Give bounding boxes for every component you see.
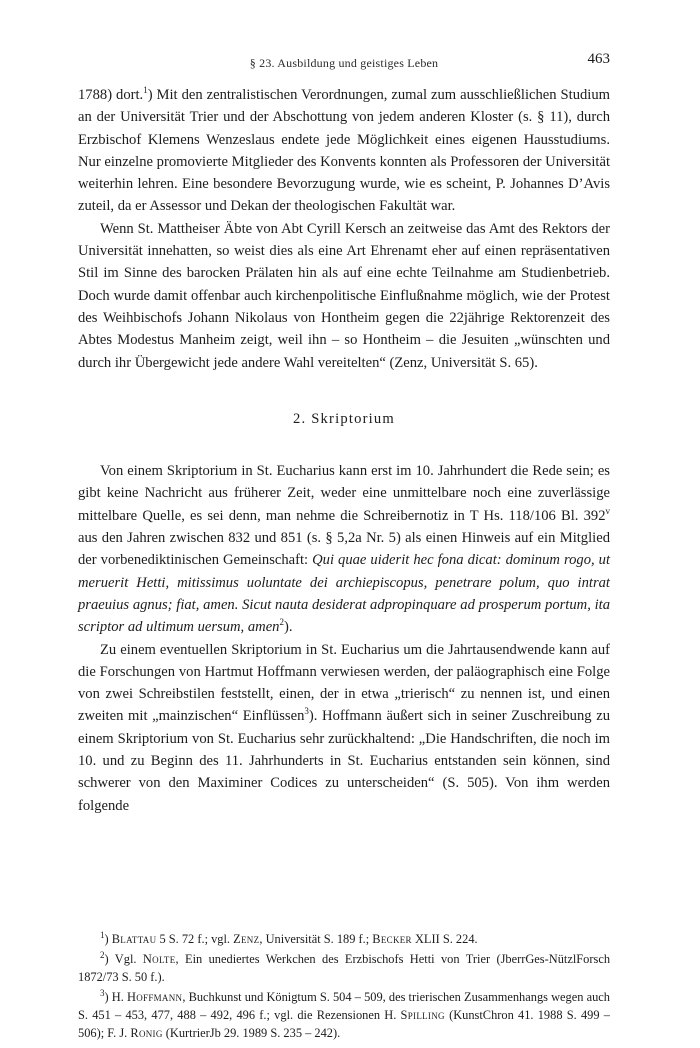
paragraph bbox=[78, 460, 610, 638]
footnote-text: (KurtrierJb 29. 1989 S. 235 – 242). bbox=[162, 1026, 341, 1040]
footnote-ref[interactable]: 1 bbox=[143, 85, 148, 95]
footnote bbox=[78, 950, 610, 986]
verso-marker: v bbox=[605, 505, 610, 516]
footnote-text: 5 S. 72 f.; vgl. bbox=[156, 932, 234, 946]
paragraph bbox=[78, 639, 610, 817]
footnote-text: ) Vgl. bbox=[104, 952, 143, 966]
paragraph-text: Zu einem eventuellen Skriptorium in St. Eucharius um die Jahrtausendwende kann auf die Forschungen von Hartmut Hoffmann verwiesen werden, der paläographisch eine Folge von zwei Schreibstilen feststellt, einen, der in etwa „trierisch“ zu nennen ist, und einen zweiten mit „mainzischen“ Einflüssen bbox=[78, 641, 610, 725]
footnotes bbox=[78, 930, 610, 1044]
section-heading: 2. Skriptorium bbox=[293, 410, 395, 427]
footnote-text: XLII S. 224. bbox=[411, 932, 478, 946]
footnote-text: , Ein unediertes Werkchen des Erzbischofs Hetti von Trier (JberrGes-NützlForsch 1872/73 S. 50 f.). bbox=[78, 952, 611, 984]
footnote-text: ) bbox=[104, 932, 112, 946]
author-name: Spilling bbox=[400, 1008, 445, 1022]
footnote-ref[interactable]: 2 bbox=[279, 617, 284, 628]
paragraph bbox=[78, 84, 610, 218]
footnote bbox=[78, 988, 610, 1042]
footnote-text: (KunstChron 41. 1988 S. 499 – 506); F. J. bbox=[78, 1008, 610, 1040]
running-title: § 23. Ausbildung und geistiges Leben bbox=[249, 56, 439, 70]
footnote-text: , Universität S. 189 f.; bbox=[259, 932, 373, 946]
author-name: Blattau bbox=[111, 932, 157, 946]
running-head bbox=[78, 51, 610, 73]
footnote-text: ) H. bbox=[104, 990, 127, 1004]
footnote-mark: 2 bbox=[100, 950, 105, 960]
paragraph-text: ). Hoffmann äußert sich in seiner Zuschreibung zu einem Skriptorium von St. Eucharius sehr zurückhaltend: „Die Handschriften, die noch im 10. und zu Beginn des 11. Jahrhunderts in St. Eucharius entstanden sein können, sind schwerer von den Maximiner Codices zu unterscheiden“ (S. 505). Von ihm werden folgende bbox=[78, 708, 610, 814]
page-number: 463 bbox=[587, 51, 610, 67]
author-name: Zenz bbox=[233, 932, 260, 946]
footnote-ref[interactable]: 3 bbox=[304, 706, 309, 717]
paragraph: Wenn St. Mattheiser Äbte von Abt Cyrill Kersch an zeitweise das Amt des Rektors der Universität innehatten, so weist dies als eine Art Ehrenamt eher auf einen repräsentativen Stil im Sinne des barocken Prälaten hin als auf eine echte Teilnahme am Studienbetrieb. Doch wurde damit offenbar auch kirchenpolitische Einflußnahme möglich, wie der Protest des Weihbischofs Johann Nikolaus von Hontheim gegen die 22jährige Rektorenzeit des Abtes Modestus Manheim zeigt, weil ihn – so Hontheim – die Jesuiten „wünschten und durch ihr Übergewicht jede andere Wahl vereitelten“ (Zenz, Universität S. 65). bbox=[78, 220, 610, 371]
footnote-text: , Buchkunst und Königtum S. 504 – 509, des trierischen Zusammenhangs wegen auch S. 451 – 453, 477, 488 – 492, 496 f.; vgl. die Rezensionen H. bbox=[78, 990, 610, 1022]
footnote bbox=[78, 930, 610, 948]
paragraph-text: aus den Jahren zwischen 832 und 851 (s. § 5,2a Nr. 5) als einen Hinweis auf ein Mitglied der vorbenediktinischen Gemeinschaft: bbox=[78, 530, 610, 569]
latin-quotation: Qui quae uiderit hec fona dicat: dominum rogo, ut meruerit Hetti, mitissimus uoluntate dei archiepiscopus, penetrare polum, quo intrat praeuius agnus; fiat, amen. Sicut nauta desiderat adpropinquare ad prosperum portum, ita scriptor ad ultimum uersum, amen bbox=[78, 552, 611, 636]
footnote-mark: 3 bbox=[100, 988, 105, 998]
main-text bbox=[78, 84, 610, 817]
author-name: Becker bbox=[372, 932, 412, 946]
footnote-mark: 1 bbox=[100, 930, 105, 940]
paragraph-text: Von einem Skriptorium in St. Eucharius kann erst im 10. Jahrhundert die Rede sein; es gibt keine Nachricht aus früherer Zeit, weder eine unmittelbare noch eine zuverlässige mittelbare Quelle, es sei denn, man nehme die Schreibernotiz in T Hs. 118/106 Bl. 392 bbox=[78, 463, 610, 524]
author-name: Nolte bbox=[142, 952, 176, 966]
author-name: Hoffmann bbox=[126, 990, 183, 1004]
paragraph-text: 1788) dort. bbox=[78, 87, 144, 103]
author-name: Ronig bbox=[130, 1026, 163, 1040]
paragraph-text: ). bbox=[283, 619, 293, 636]
paragraph-text: ) Mit den zentralistischen Verordnungen, zumal zum ausschließlichen Studium an der Universität Trier und der Abschottung von jedem anderen Kloster (s. § 11), durch Erzbischof Klemens Wenzeslaus endete jede Möglichkeit eines eigenen Hausstudiums. Nur einzelne promovierte Mitglieder des Konvents konnten als Professoren der Universität weiterhin lehren. Eine besondere Bevorzugung wurde, wie es scheint, P. Johannes D’Avis zuteil, da er Assessor und Dekan der theologischen Fakultät war. bbox=[78, 87, 611, 215]
